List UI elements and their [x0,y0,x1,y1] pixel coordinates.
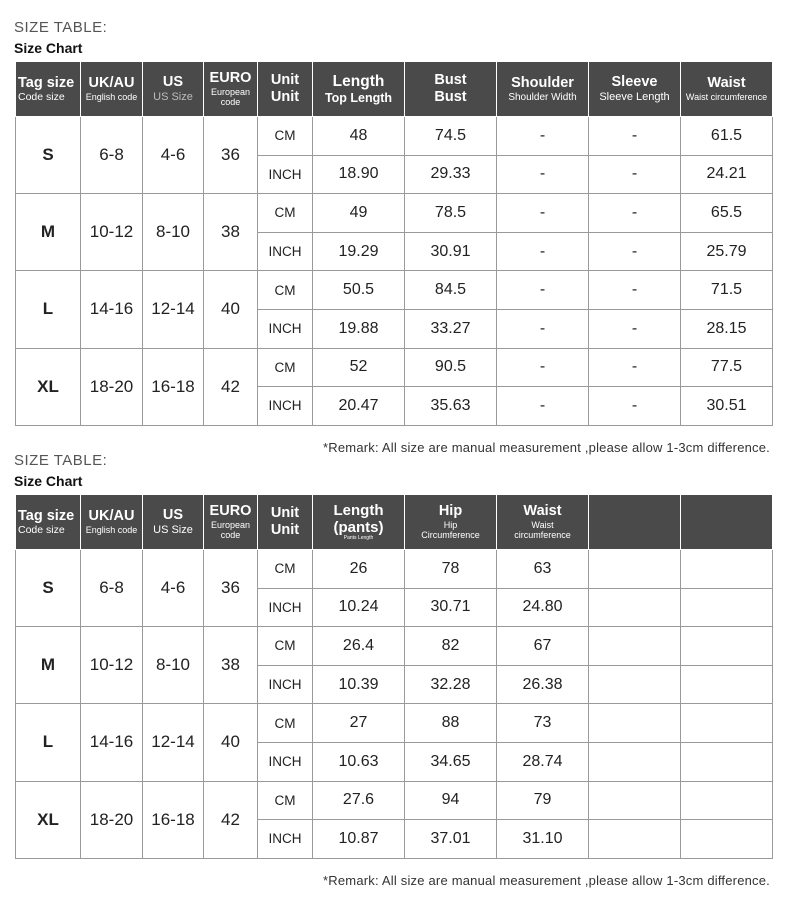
waist-cell: 65.5 [681,194,773,233]
bust-cell: 33.27 [405,309,497,348]
unit-cell: CM [258,348,313,387]
uk-au-cell: 14-16 [81,704,143,781]
tag-size-cell: M [16,194,81,271]
header-uk-au: UK/AU English code [81,62,143,117]
length-cell: 10.63 [313,742,405,781]
unit-cell: INCH [258,820,313,859]
euro-cell: 38 [204,627,258,704]
length-cell: 26 [313,550,405,589]
table-row [16,704,773,743]
waist-cell: 25.79 [681,232,773,271]
section-subtitle: Size Chart [14,40,83,56]
length-cell: 27 [313,704,405,743]
empty-cell [681,781,773,820]
empty-cell [589,742,681,781]
sleeve-cell: - [589,271,681,310]
tag-size-cell: M [16,627,81,704]
uk-au-cell: 6-8 [81,550,143,627]
bust-cell: 84.5 [405,271,497,310]
length-cell: 18.90 [313,155,405,194]
waist-cell: 61.5 [681,117,773,156]
waist-cell: 63 [497,550,589,589]
us-cell: 4-6 [143,550,204,627]
waist-cell: 31.10 [497,820,589,859]
remark-note: *Remark: All size are manual measurement ,please allow 1-3cm difference. [323,873,770,888]
us-cell: 12-14 [143,704,204,781]
shoulder-cell: - [497,155,589,194]
empty-cell [589,550,681,589]
header-unit: Unit Unit [258,62,313,117]
header-bust: Bust Bust [405,62,497,117]
euro-cell: 36 [204,550,258,627]
header-length: Length Top Length [313,62,405,117]
sleeve-cell: - [589,194,681,233]
uk-au-cell: 10-12 [81,194,143,271]
header-row [16,62,773,117]
unit-cell: INCH [258,742,313,781]
length-cell: 10.39 [313,665,405,704]
empty-cell [681,588,773,627]
length-cell: 52 [313,348,405,387]
empty-cell [589,627,681,666]
shoulder-cell: - [497,387,589,426]
tag-size-cell: L [16,704,81,781]
tag-size-cell: S [16,117,81,194]
empty-cell [681,665,773,704]
section-title: SIZE TABLE: [14,19,108,36]
tag-size-cell: XL [16,348,81,425]
header-us: US US Size [143,62,204,117]
waist-cell: 71.5 [681,271,773,310]
header-sleeve: Sleeve Sleeve Length [589,62,681,117]
unit-cell: CM [258,194,313,233]
bust-cell: 29.33 [405,155,497,194]
uk-au-cell: 18-20 [81,348,143,425]
uk-au-cell: 10-12 [81,627,143,704]
us-cell: 8-10 [143,194,204,271]
hip-cell: 34.65 [405,742,497,781]
bust-cell: 74.5 [405,117,497,156]
sleeve-cell: - [589,155,681,194]
length-cell: 26.4 [313,627,405,666]
header-us: US US Size [143,495,204,550]
euro-cell: 38 [204,194,258,271]
table-row [16,781,773,820]
unit-cell: INCH [258,588,313,627]
empty-cell [681,742,773,781]
waist-cell: 28.74 [497,742,589,781]
section-subtitle: Size Chart [14,473,83,489]
waist-cell: 67 [497,627,589,666]
euro-cell: 36 [204,117,258,194]
table-row [16,194,773,233]
tag-size-cell: XL [16,781,81,858]
table-row [16,117,773,156]
us-cell: 16-18 [143,781,204,858]
waist-cell: 79 [497,781,589,820]
hip-cell: 30.71 [405,588,497,627]
unit-cell: CM [258,627,313,666]
sleeve-cell: - [589,309,681,348]
tag-size-cell: S [16,550,81,627]
length-cell: 10.87 [313,820,405,859]
remark-note: *Remark: All size are manual measurement ,please allow 1-3cm difference. [323,440,770,455]
header-empty [681,495,773,550]
unit-cell: CM [258,117,313,156]
header-tag-size: Tag size Code size [16,62,81,117]
empty-cell [681,820,773,859]
hip-cell: 94 [405,781,497,820]
empty-cell [589,820,681,859]
waist-cell: 30.51 [681,387,773,426]
hip-cell: 82 [405,627,497,666]
unit-cell: INCH [258,155,313,194]
unit-cell: CM [258,781,313,820]
length-cell: 19.88 [313,309,405,348]
length-cell: 50.5 [313,271,405,310]
shoulder-cell: - [497,194,589,233]
tag-size-cell: L [16,271,81,348]
hip-cell: 78 [405,550,497,589]
sleeve-cell: - [589,387,681,426]
length-cell: 10.24 [313,588,405,627]
length-cell: 27.6 [313,781,405,820]
unit-cell: INCH [258,665,313,704]
hip-cell: 88 [405,704,497,743]
waist-cell: 26.38 [497,665,589,704]
unit-cell: CM [258,271,313,310]
header-unit: Unit Unit [258,495,313,550]
length-cell: 20.47 [313,387,405,426]
empty-cell [681,627,773,666]
header-empty [589,495,681,550]
us-cell: 8-10 [143,627,204,704]
hip-cell: 32.28 [405,665,497,704]
header-length-pants: Length (pants) Pants Length [313,495,405,550]
waist-cell: 73 [497,704,589,743]
length-cell: 48 [313,117,405,156]
header-euro: EURO European code [204,495,258,550]
header-waist: Waist Waist circumference [497,495,589,550]
header-tag-size: Tag size Code size [16,495,81,550]
hip-cell: 37.01 [405,820,497,859]
uk-au-cell: 6-8 [81,117,143,194]
sleeve-cell: - [589,117,681,156]
euro-cell: 42 [204,348,258,425]
us-cell: 16-18 [143,348,204,425]
unit-cell: CM [258,704,313,743]
empty-cell [589,704,681,743]
header-waist: Waist Waist circumference [681,62,773,117]
sleeve-cell: - [589,348,681,387]
empty-cell [589,665,681,704]
euro-cell: 40 [204,704,258,781]
header-shoulder: Shoulder Shoulder Width [497,62,589,117]
header-row [16,495,773,550]
table-row [16,271,773,310]
header-hip: Hip Hip Circumference [405,495,497,550]
waist-cell: 24.21 [681,155,773,194]
table-row [16,550,773,589]
section-title: SIZE TABLE: [14,452,108,469]
bust-cell: 78.5 [405,194,497,233]
shoulder-cell: - [497,117,589,156]
empty-cell [589,781,681,820]
waist-cell: 24.80 [497,588,589,627]
header-euro: EURO European code [204,62,258,117]
empty-cell [589,588,681,627]
waist-cell: 28.15 [681,309,773,348]
header-uk-au: UK/AU English code [81,495,143,550]
shoulder-cell: - [497,348,589,387]
euro-cell: 42 [204,781,258,858]
uk-au-cell: 14-16 [81,271,143,348]
unit-cell: INCH [258,232,313,271]
length-cell: 19.29 [313,232,405,271]
table-row [16,348,773,387]
unit-cell: INCH [258,309,313,348]
unit-cell: INCH [258,387,313,426]
us-cell: 4-6 [143,117,204,194]
shoulder-cell: - [497,271,589,310]
waist-cell: 77.5 [681,348,773,387]
euro-cell: 40 [204,271,258,348]
unit-cell: CM [258,550,313,589]
size-table [15,494,773,859]
table-row [16,627,773,666]
empty-cell [681,704,773,743]
shoulder-cell: - [497,309,589,348]
length-cell: 49 [313,194,405,233]
sleeve-cell: - [589,232,681,271]
bust-cell: 35.63 [405,387,497,426]
us-cell: 12-14 [143,271,204,348]
size-table [15,61,773,426]
size-table-section-pants [0,452,790,910]
shoulder-cell: - [497,232,589,271]
empty-cell [681,550,773,589]
bust-cell: 90.5 [405,348,497,387]
uk-au-cell: 18-20 [81,781,143,858]
bust-cell: 30.91 [405,232,497,271]
